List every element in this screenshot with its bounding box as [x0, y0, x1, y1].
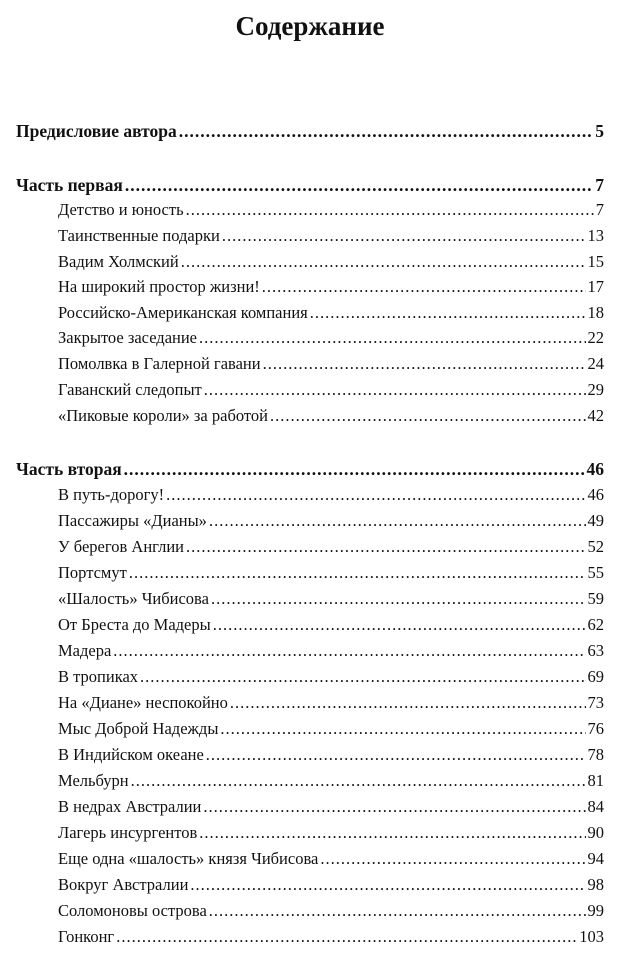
toc-entry[interactable] [58, 612, 604, 638]
leader-dots [186, 534, 586, 560]
leader-dots [209, 898, 586, 924]
toc-page-number: 73 [587, 693, 604, 712]
toc-label: У берегов Англии [58, 537, 184, 556]
toc-entry[interactable] [58, 325, 604, 351]
leader-dots [222, 223, 586, 249]
toc-label: Таинственные подарки [58, 226, 220, 245]
leader-dots [209, 508, 586, 534]
toc-label: На «Диане» неспокойно [58, 693, 228, 712]
toc-label: Закрытое заседание [58, 328, 198, 347]
toc-page-number: 49 [587, 511, 604, 530]
leader-dots [179, 118, 593, 144]
toc-page-number: 42 [587, 406, 604, 425]
toc-entry[interactable] [58, 403, 604, 429]
toc-entry[interactable] [58, 690, 604, 716]
toc-page-number: 55 [587, 563, 604, 582]
leader-dots [310, 300, 586, 326]
toc-label: От Бреста до Мадеры [58, 615, 211, 634]
toc-label: Предисловие автора [16, 121, 177, 141]
toc-page-number: 76 [587, 719, 604, 738]
leader-dots [230, 690, 586, 716]
toc-label: В тропиках [58, 667, 139, 686]
leader-dots [270, 403, 586, 429]
toc-entry[interactable] [58, 664, 604, 690]
toc-entry[interactable] [58, 820, 604, 846]
page-title: Содержание [235, 11, 385, 41]
toc-page-number: 63 [587, 641, 604, 660]
toc-entry[interactable] [58, 872, 604, 898]
toc-label: Мыс Доброй Надежды [58, 719, 219, 738]
toc-entry[interactable] [58, 197, 604, 223]
toc-page-number: 7 [595, 175, 604, 195]
leader-dots [186, 197, 594, 223]
toc-label: Гаванский следопыт [58, 380, 202, 399]
toc-entry[interactable] [58, 846, 604, 872]
leader-dots [262, 274, 586, 300]
leader-dots [124, 456, 585, 482]
toc-label: На широкий простор жизни! [58, 277, 260, 296]
toc-part-2[interactable] [16, 456, 604, 482]
toc-page-number: 103 [579, 927, 604, 946]
toc-entry[interactable] [58, 249, 604, 275]
toc-entry[interactable] [58, 223, 604, 249]
toc-page-number: 59 [587, 589, 604, 608]
leader-dots [129, 560, 586, 586]
toc-preface[interactable] [16, 118, 604, 144]
toc-page-number: 15 [587, 252, 604, 271]
toc-label: Соломоновы острова [58, 901, 207, 920]
toc-entry[interactable] [58, 768, 604, 794]
toc-label: В Индийском океане [58, 745, 204, 764]
toc-page-number: 46 [586, 459, 604, 479]
toc-page-number: 24 [587, 354, 604, 373]
toc-label: Портсмут [58, 563, 127, 582]
toc-entry[interactable] [58, 794, 604, 820]
toc-page-number: 62 [587, 615, 604, 634]
toc-entry[interactable] [58, 742, 604, 768]
toc-page-number: 46 [587, 485, 604, 504]
leader-dots [190, 872, 585, 898]
toc-page-number: 84 [587, 797, 604, 816]
toc-page-number: 69 [587, 667, 604, 686]
leader-dots [131, 768, 586, 794]
toc-part-1[interactable] [16, 172, 604, 198]
toc-entry[interactable] [58, 482, 604, 508]
toc-label: Детство и юность [58, 200, 184, 219]
leader-dots [263, 351, 586, 377]
toc-page-number: 17 [587, 277, 604, 296]
leader-dots [113, 638, 585, 664]
leader-dots [181, 249, 586, 275]
leader-dots [199, 325, 585, 351]
toc-label: В путь-дорогу! [58, 485, 165, 504]
toc-label: Лагерь инсургентов [58, 823, 198, 842]
toc-label: В недрах Австралии [58, 797, 202, 816]
toc-label: Часть первая [16, 175, 123, 195]
toc-page-number: 99 [587, 901, 604, 920]
leader-dots [203, 794, 585, 820]
toc-page-number: 7 [595, 200, 604, 219]
toc-entry[interactable] [58, 560, 604, 586]
toc-label: Российско-Американская компания [58, 303, 308, 322]
toc-page-number: 52 [587, 537, 604, 556]
toc-label: Вокруг Австралии [58, 875, 189, 894]
toc-label: Мельбурн [58, 771, 129, 790]
toc-entry[interactable] [58, 377, 604, 403]
toc-page-number: 5 [595, 121, 604, 141]
toc-label: Вадим Холмский [58, 252, 179, 271]
toc-page-number: 78 [587, 745, 604, 764]
toc-entry[interactable] [58, 534, 604, 560]
toc-entry[interactable] [58, 586, 604, 612]
toc-entry[interactable] [58, 638, 604, 664]
leader-dots [213, 612, 586, 638]
toc-entry[interactable] [58, 351, 604, 377]
leader-dots [211, 586, 586, 612]
toc-entry[interactable] [58, 508, 604, 534]
leader-dots [166, 482, 585, 508]
toc-entry[interactable] [58, 300, 604, 326]
toc-page-number: 13 [587, 226, 604, 245]
toc-label: Мадера [58, 641, 112, 660]
toc-page-number: 98 [587, 875, 604, 894]
leader-dots [220, 716, 585, 742]
toc-entry[interactable] [58, 898, 604, 924]
toc-label: Помолвка в Галерной гавани [58, 354, 261, 373]
leader-dots [116, 924, 577, 950]
toc-page-number: 81 [587, 771, 604, 790]
leader-dots [199, 820, 585, 846]
toc-entry[interactable] [58, 924, 604, 950]
toc-label: Часть вторая [16, 459, 122, 479]
toc-entry[interactable] [58, 716, 604, 742]
toc-page-number: 94 [587, 849, 604, 868]
toc-label: «Пиковые короли» за работой [58, 406, 268, 425]
toc-label: Еще одна «шалость» князя Чибисова [58, 849, 319, 868]
toc-page-number: 90 [587, 823, 604, 842]
toc-page-number: 22 [587, 328, 604, 347]
leader-dots [125, 172, 593, 198]
toc-label: Пассажиры «Дианы» [58, 511, 207, 530]
toc-entry[interactable] [58, 274, 604, 300]
toc-page-number: 29 [587, 380, 604, 399]
toc-page-number: 18 [587, 303, 604, 322]
toc-label: «Шалость» Чибисова [58, 589, 209, 608]
leader-dots [206, 742, 586, 768]
toc-label: Гонконг [58, 927, 115, 946]
leader-dots [320, 846, 585, 872]
leader-dots [140, 664, 585, 690]
leader-dots [204, 377, 586, 403]
